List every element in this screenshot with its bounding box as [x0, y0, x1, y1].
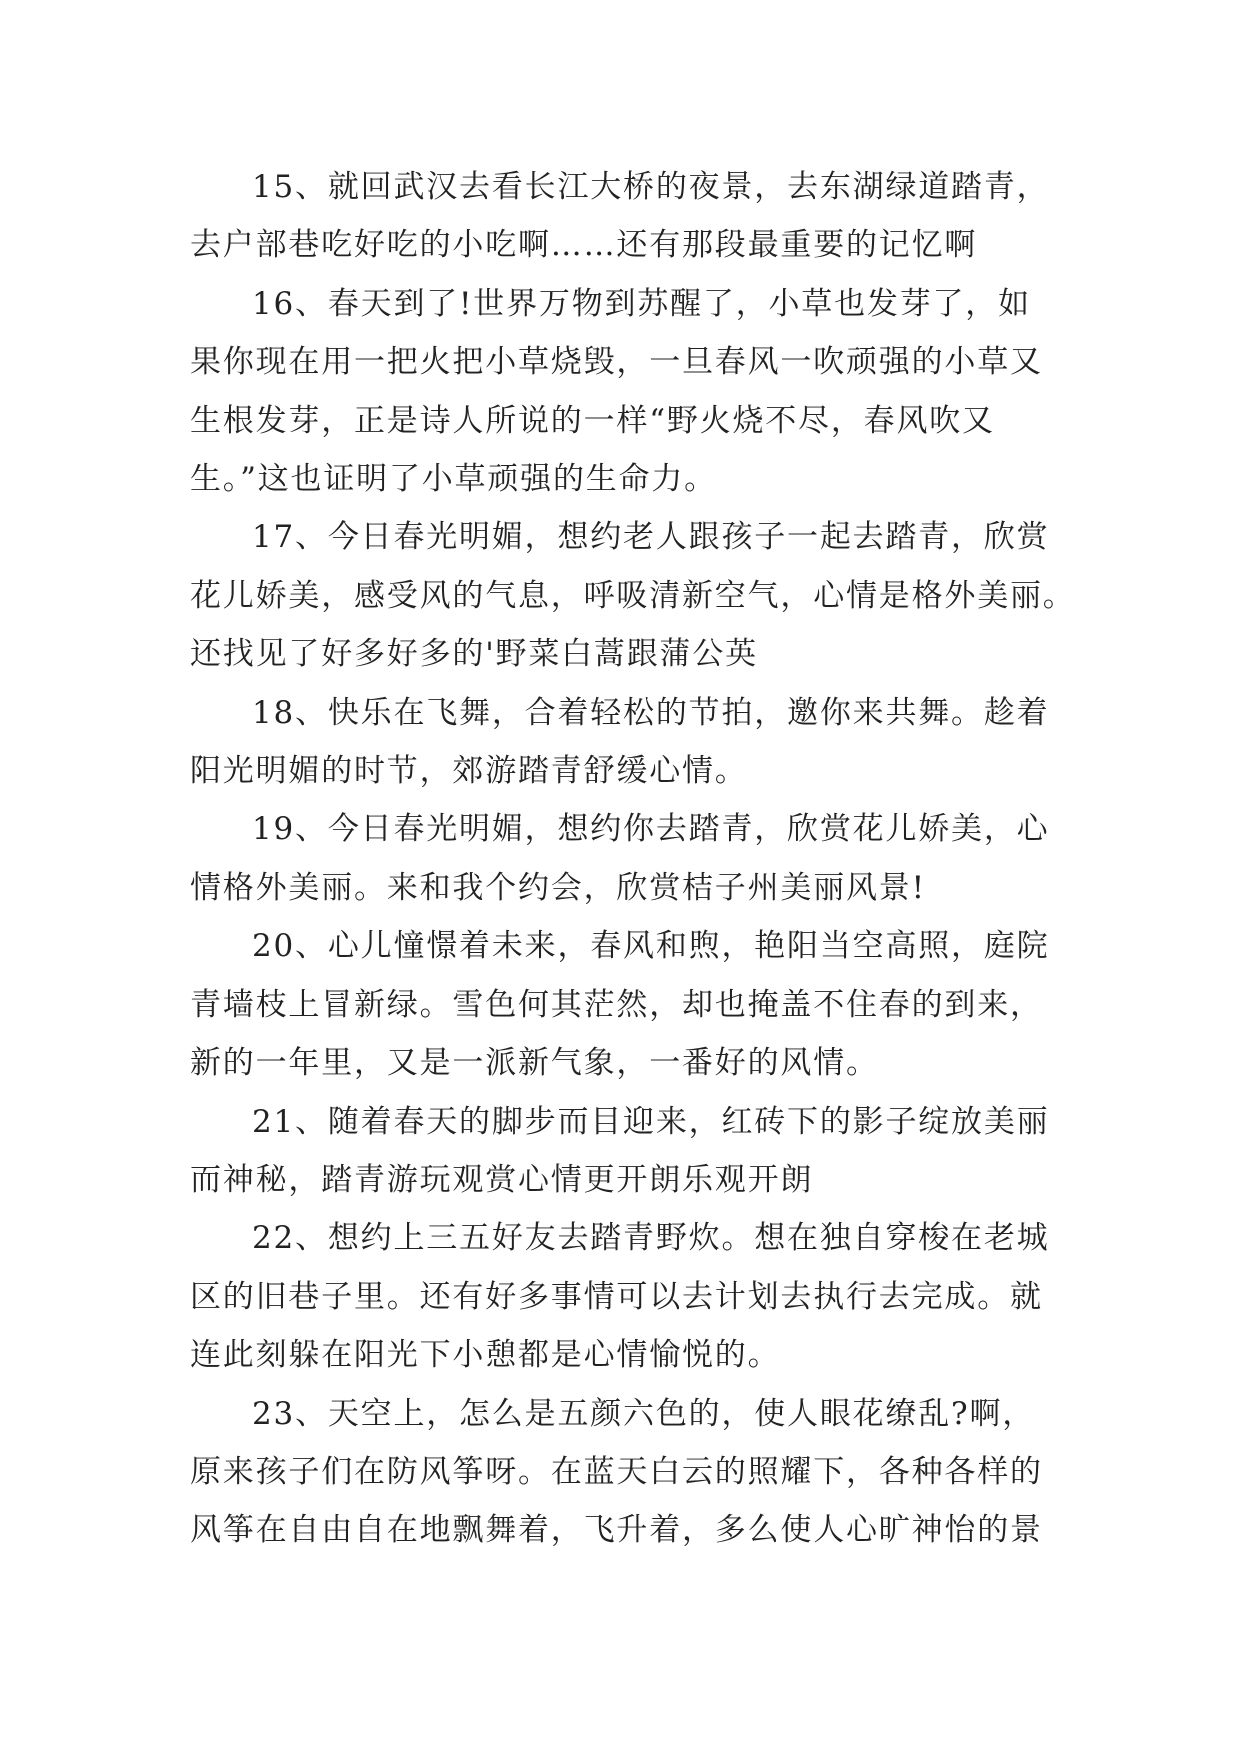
- paragraph-line: 原来孩子们在防风筝呀。在蓝天白云的照耀下，各种各样的: [190, 1453, 1043, 1490]
- paragraph-line: 生。”这也证明了小草顽强的生命力。: [190, 461, 717, 498]
- paragraph: [190, 508, 1076, 683]
- paragraph: [190, 684, 1060, 801]
- paragraph-line: 18、快乐在飞舞，合着轻松的节拍，邀你来共舞。趁着: [252, 694, 1050, 731]
- paragraph-line: 情格外美丽。来和我个约会，欣赏桔子州美丽风景!: [190, 869, 926, 906]
- paragraph-line: 连此刻躲在阳光下小憩都是心情愉悦的。: [190, 1337, 781, 1374]
- paragraph-line: 花儿娇美，感受风的气息，呼吸清新空气，心情是格外美丽。: [190, 577, 1076, 614]
- paragraph-line: 22、想约上三五好友去踏青野炊。想在独自穿梭在老城: [252, 1220, 1050, 1257]
- paragraph: [190, 275, 1060, 509]
- paragraph-line: 新的一年里，又是一派新气象，一番好的风情。: [190, 1045, 879, 1082]
- document-body: [190, 158, 1076, 1560]
- paragraph: [190, 1093, 1060, 1210]
- paragraph: [190, 158, 1060, 275]
- paragraph-line: 15、就回武汉去看长江大桥的夜景，去东湖绿道踏青，: [252, 169, 1050, 205]
- paragraph: [190, 800, 1060, 917]
- paragraph-line: 19、今日春光明媚，想约你去踏青，欣赏花儿娇美，心: [252, 811, 1050, 848]
- paragraph-line: 21、随着春天的脚步而目迎来，红砖下的影子绽放美丽: [252, 1103, 1050, 1140]
- paragraph-line: 阳光明媚的时节，郊游踏青舒缓心情。: [190, 753, 748, 790]
- paragraph-line: 果你现在用一把火把小草烧毁，一旦春风一吹顽强的小草又: [190, 344, 1043, 381]
- paragraph-line: 20、心儿憧憬着未来，春风和煦，艳阳当空高照，庭院: [252, 928, 1050, 965]
- paragraph: [190, 1385, 1060, 1560]
- paragraph-line: 17、今日春光明媚，想约老人跟孩子一起去踏青，欣赏: [252, 519, 1050, 556]
- paragraph-line: 还找见了好多好多的'野菜白蒿跟蒲公英: [190, 636, 758, 673]
- paragraph-line: 23、天空上，怎么是五颜六色的，使人眼花缭乱?啊，: [252, 1395, 1036, 1432]
- paragraph: [190, 917, 1060, 1092]
- paragraph-line: 生根发芽，正是诗人所说的一样“野火烧不尽，春风吹又: [190, 402, 995, 439]
- paragraph-line: 去户部巷吃好吃的小吃啊……还有那段最重要的记忆啊: [190, 227, 978, 264]
- paragraph-line: 区的旧巷子里。还有好多事情可以去计划去执行去完成。就: [190, 1278, 1043, 1315]
- paragraph-line: 风筝在自由自在地飘舞着，飞升着，多么使人心旷神怡的景: [190, 1512, 1043, 1549]
- paragraph-line: 16、春天到了!世界万物到苏醒了，小草也发芽了，如: [252, 285, 1031, 322]
- paragraph-line: 而神秘，踏青游玩观赏心情更开朗乐观开朗: [190, 1161, 814, 1198]
- paragraph: [190, 1209, 1060, 1384]
- paragraph-line: 青墙枝上冒新绿。雪色何其茫然，却也掩盖不住春的到来，: [190, 986, 1043, 1023]
